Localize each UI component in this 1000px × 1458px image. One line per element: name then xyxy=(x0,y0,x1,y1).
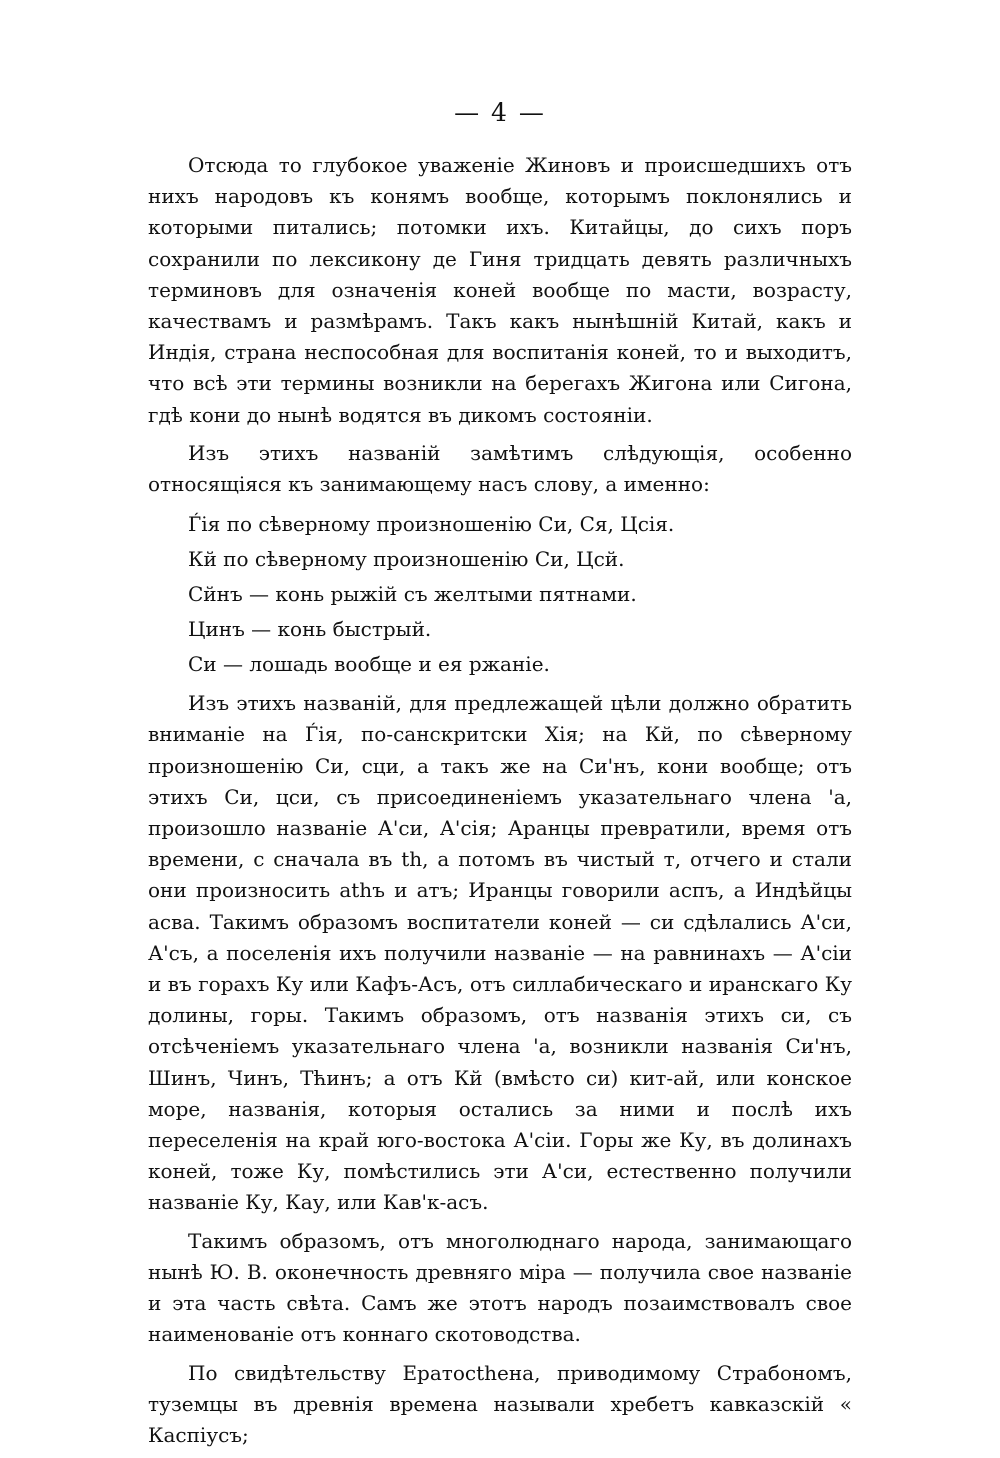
paragraph-3: Изъ этихъ названій, для предлежащей цѣли должно обратить вниманіе на Ѓія, по-санскритски Хія; на Кй, по сѣверному произношенію Си, сци, а такъ же на Си'нъ, кони вообще; отъ этихъ Си, цси, съ присоединеніемъ указательнаго члена 'а, произошло названіе А'си, А'сія; Аранцы превратили, время отъ времени, с сначала въ th, а потомъ въ чистый т, отчего и стали они произносить athъ и атъ; Иранцы говорили аспъ, а Индѣйцы асва. Такимъ образомъ воспитатели коней — си сдѣлались А'си, А'съ, а поселенія ихъ получили названіе — на равнинахъ — А'сіи и въ горахъ Ку или Кафъ-Асъ, отъ силлабическаго и иранскаго Ку долины, горы. Такимъ образомъ, отъ названія этихъ си, съ отсѣченіемъ указательнаго члена 'а, возникли названія Си'нъ, Шинъ, Чинъ, Тћинъ; а отъ Кй (вмѣсто си) кит-ай, или конское море, названія, которыя остались за ними и послѣ ихъ переселенія на край юго-востока А'сіи. Горы же Ку, въ долинахъ коней, тоже Ку, помѣстились эти А'си, естественно получили названіе Ку, Кау, или Кав'к-асъ. xyxy=(148,691,852,1215)
paragraph-1: Отсюда то глубокое уваженіе Жиновъ и происшедшихъ отъ нихъ народовъ къ конямъ вообще, которымъ поклонялись и которыми питались; потомки ихъ. Китайцы, до сихъ поръ сохранили по лексикону де Гиня тридцать девять различныхъ терминовъ для означенія коней вообще по масти, возрасту, качествамъ и размѣрамъ. Такъ какъ нынѣшній Китай, какъ и Индія, страна неспособная для воспитанія коней, то и выходитъ, что всѣ эти термины возникли на берегахъ Жигона или Сигона, гдѣ кони до нынѣ водятся въ дикомъ состояніи. xyxy=(148,153,852,427)
page-number: — 4 — xyxy=(454,98,546,127)
list-item: Ѓія по сѣверному произношенію Си, Ся, Цсія. xyxy=(188,512,675,537)
list-item: Си — лошадь вообще и ея ржаніе. xyxy=(188,652,550,677)
list-item: Цинъ — конь быстрый. xyxy=(188,617,432,642)
paragraph-4: Такимъ образомъ, отъ многолюднаго народа, занимающаго нынѣ Ю. В. оконечность древняго міра — получила свое названіе и эта часть свѣта. Самъ же этотъ народъ позаимствовалъ свое наименованіе отъ коннаго скотоводства. xyxy=(148,1228,852,1347)
body-text xyxy=(148,150,852,1458)
paragraph-2: Изъ этихъ названій замѣтимъ слѣдующія, особенно относящіяся къ занимающему насъ слову, а именно: xyxy=(148,440,852,497)
list-item: Кй по сѣверному произношенію Си, Цсй. xyxy=(188,547,625,572)
list-item: Сйнъ — конь рыжій съ желтыми пятнами. xyxy=(188,582,637,607)
paragraph-5: По свидѣтельству Ератосthена, приводимому Страбономъ, туземцы въ древнія времена называли хребетъ кавказскій « Каспіусъ; xyxy=(148,1360,852,1447)
